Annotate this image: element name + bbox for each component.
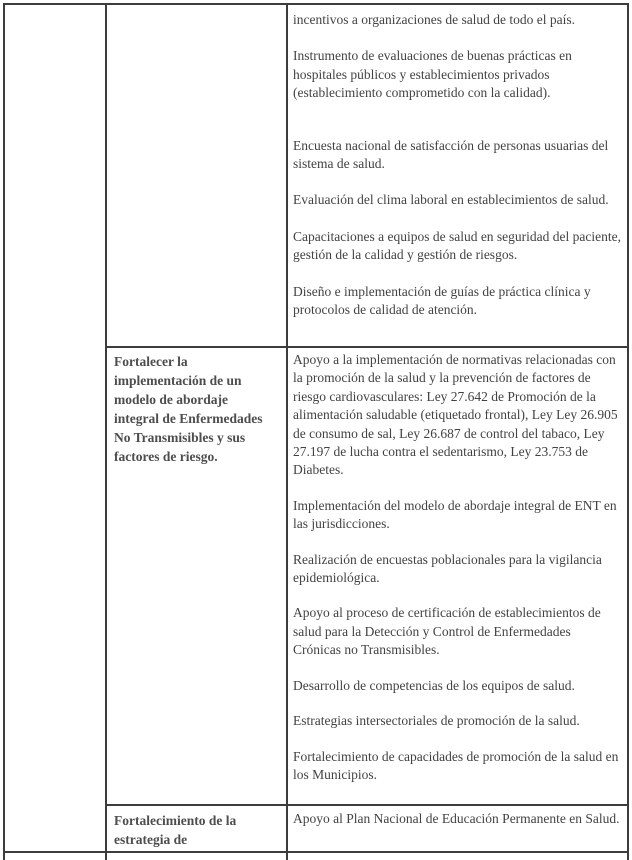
activity-paragraph: Encuesta nacional de satisfacción de personas usuarias del sistema de salud. (293, 137, 609, 172)
row-divider-2 (105, 804, 629, 806)
activity-paragraph: Desarrollo de competencias de los equipos de salud. (293, 677, 575, 693)
activity-paragraph: Estrategias intersectoriales de promoción de la salud. (293, 713, 580, 729)
table-border-right (627, 3, 629, 860)
activities-cell-row3 (293, 810, 621, 828)
activity-paragraph: Diseño e implementación de guías de práctica clínica y protocolos de calidad de atención. (293, 283, 591, 318)
objective-text: Fortalecer la implementación de un modelo de abordaje integral de Enfermedades No Transmisibles y sus factores de riesgo. (114, 354, 263, 464)
activity-paragraph: Apoyo a la implementación de normativas relacionadas con la promoción de la salud y la prevención de factores de riesgo cardiovasculares: Ley 27.642 de Promoción de la alimentación saludable (etiquetado frontal), Ley Ley 26.905 de consumo de sal, Ley 26.687 de control del tabaco, Ley 27.197 de lucha contra el sedentarismo, Ley 23.753 de Diabetes. (293, 352, 618, 478)
column-divider-1 (105, 3, 107, 860)
column-divider-2 (286, 3, 288, 860)
activity-paragraph: incentivos a organizaciones de salud de todo el país. (293, 12, 576, 27)
row-divider-bottom (3, 851, 629, 853)
activity-paragraph: Evaluación del clima laboral en establecimientos de salud. (293, 192, 609, 208)
objective-cell-row3 (114, 811, 276, 849)
activities-cell-row2 (293, 351, 621, 784)
activity-paragraph: Apoyo al Plan Nacional de Educación Permanente en Salud. (293, 811, 620, 826)
activity-paragraph: Fortalecimiento de capacidades de promoción de la salud en los Municipios. (293, 748, 619, 782)
row-divider-1 (105, 346, 629, 348)
activity-paragraph: Apoyo al proceso de certificación de establecimientos de salud para la Detección y Control de Enfermedades Crónicas no Transmisibles. (293, 605, 601, 658)
activities-cell-row1 (293, 11, 621, 319)
activity-paragraph: Realización de encuestas poblacionales para la vigilancia epidemiológica. (293, 551, 602, 586)
activity-paragraph: Implementación del modelo de abordaje integral de ENT en las jurisdicciones. (293, 497, 617, 532)
objective-text: Fortalecimiento de la estrategia de (114, 813, 237, 847)
objective-cell-row2 (114, 352, 276, 466)
activity-paragraph: Capacitaciones a equipos de salud en seguridad del paciente, gestión de la calidad y gestión de riesgos. (293, 228, 622, 263)
activity-paragraph: Instrumento de evaluaciones de buenas prácticas en hospitales públicos y establecimientos privados (establecimiento comprometido con la calidad). (293, 48, 572, 101)
empty-left-cell (5, 5, 105, 851)
